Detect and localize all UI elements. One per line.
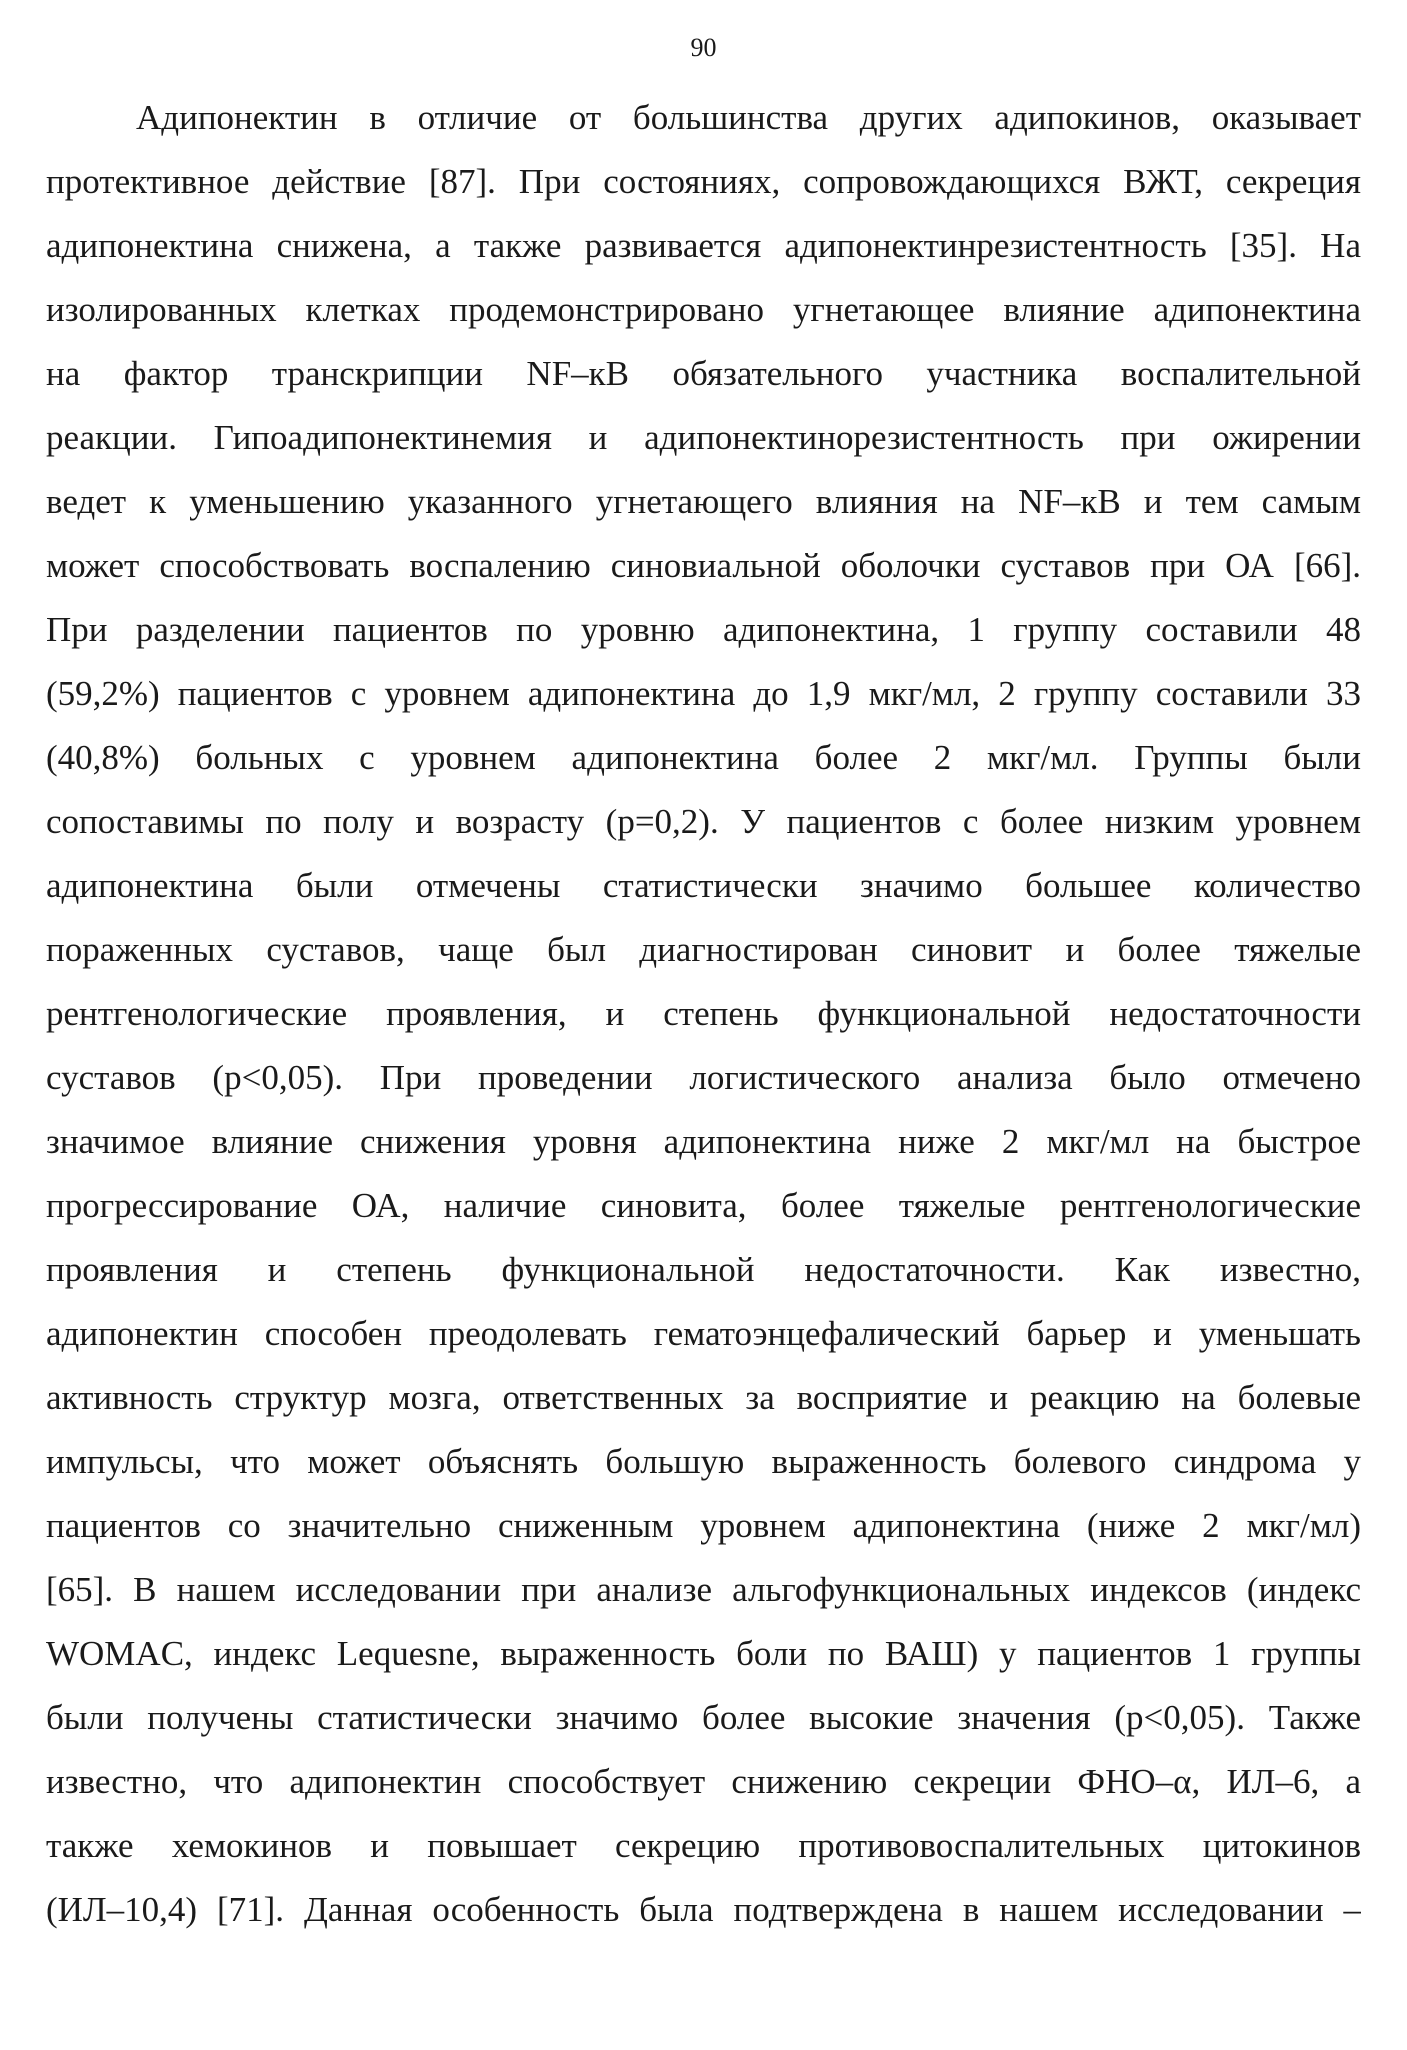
text-line: (59,2%) пациентов с уровнем адипонектина до 1,9 мкг/мл, 2 группу составили 33 — [46, 674, 1361, 713]
text-line: значимое влияние снижения уровня адипонектина ниже 2 мкг/мл на быстрое — [46, 1122, 1361, 1161]
text-line: пораженных суставов, чаще был диагностирован синовит и более тяжелые — [46, 930, 1361, 969]
text-line: на фактор транскрипции NF–кB обязательного участника воспалительной — [46, 354, 1361, 393]
text-line: пациентов со значительно сниженным уровнем адипонектина (ниже 2 мкг/мл) — [46, 1506, 1361, 1545]
text-line: При разделении пациентов по уровню адипонектина, 1 группу составили 48 — [46, 610, 1361, 649]
text-line: протективное действие [87]. При состояниях, сопровождающихся ВЖТ, секреция — [46, 162, 1361, 201]
text-line: сопоставимы по полу и возрасту (p=0,2). У пациентов с более низким уровнем — [46, 802, 1361, 841]
text-line: ведет к уменьшению указанного угнетающего влияния на NF–кB и тем самым — [46, 482, 1361, 521]
text-line: известно, что адипонектин способствует снижению секреции ФНО–α, ИЛ–6, а — [46, 1762, 1361, 1801]
page-number: 90 — [690, 33, 717, 62]
text-line: адипонектин способен преодолевать гематоэнцефалический барьер и уменьшать — [46, 1314, 1361, 1353]
text-line: (ИЛ–10,4) [71]. Данная особенность была подтверждена в нашем исследовании – — [46, 1890, 1361, 1929]
text-line: также хемокинов и повышает секрецию противовоспалительных цитокинов — [46, 1826, 1361, 1865]
text-line: может способствовать воспалению синовиальной оболочки суставов при ОА [66]. — [46, 546, 1361, 585]
text-line: адипонектина были отмечены статистически значимо большее количество — [46, 866, 1361, 905]
text-line: реакции. Гипоадипонектинемия и адипонектинорезистентность при ожирении — [46, 418, 1361, 457]
text-line: прогрессирование ОА, наличие синовита, более тяжелые рентгенологические — [46, 1186, 1361, 1225]
text-line: рентгенологические проявления, и степень функциональной недостаточности — [46, 994, 1361, 1033]
text-line: WOMAC, индекс Lequesne, выраженность боли по ВАШ) у пациентов 1 группы — [46, 1634, 1361, 1673]
text-line: адипонектина снижена, а также развивается адипонектинрезистентность [35]. На — [46, 226, 1361, 265]
text-line: [65]. В нашем исследовании при анализе альгофункциональных индексов (индекс — [46, 1570, 1361, 1609]
text-line: были получены статистически значимо более высокие значения (p<0,05). Также — [46, 1698, 1361, 1737]
text-line: импульсы, что может объяснять большую выраженность болевого синдрома у — [46, 1442, 1361, 1481]
text-line: суставов (p<0,05). При проведении логистического анализа было отмечено — [46, 1058, 1361, 1097]
body-paragraph — [46, 86, 1361, 1942]
text-line: Адипонектин в отличие от большинства других адипокинов, оказывает — [136, 98, 1361, 137]
text-line: активность структур мозга, ответственных за восприятие и реакцию на болевые — [46, 1378, 1361, 1417]
text-line: изолированных клетках продемонстрировано угнетающее влияние адипонектина — [46, 290, 1361, 329]
text-line: проявления и степень функциональной недостаточности. Как известно, — [46, 1250, 1361, 1289]
text-line: (40,8%) больных с уровнем адипонектина более 2 мкг/мл. Группы были — [46, 738, 1361, 777]
